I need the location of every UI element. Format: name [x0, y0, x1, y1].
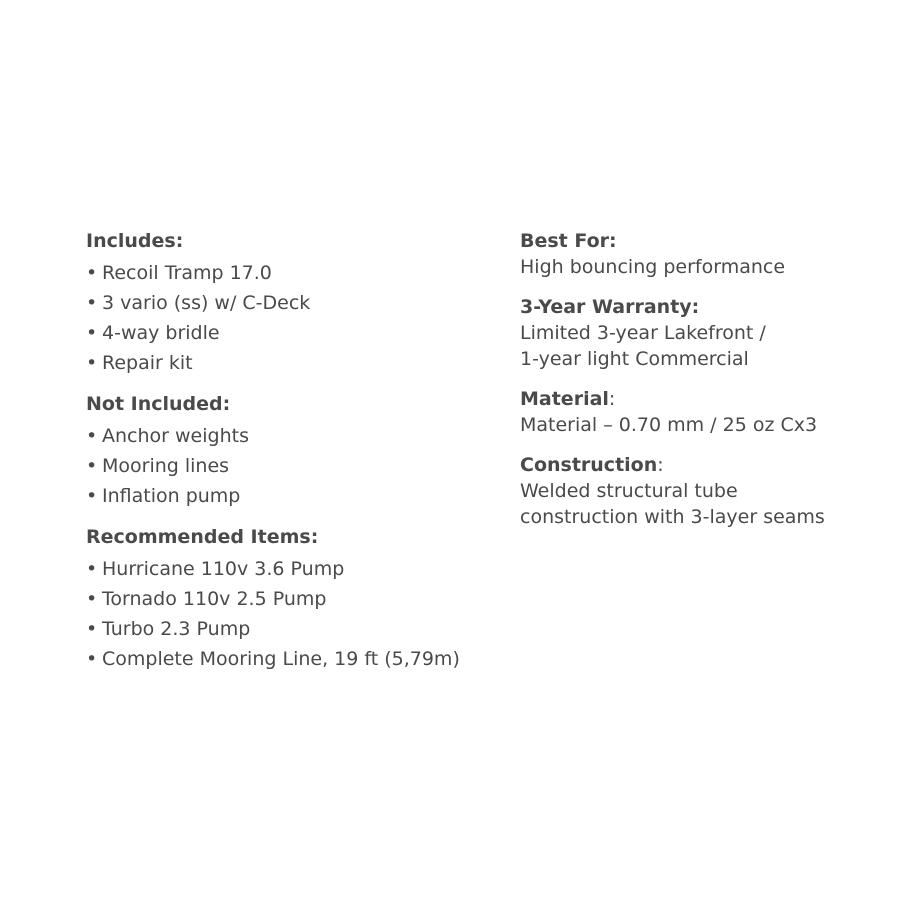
list-item: • Complete Mooring Line, 19 ft (5,79m)	[86, 644, 486, 674]
list-item: • Hurricane 110v 3.6 Pump	[86, 554, 486, 584]
not-included-section	[86, 391, 486, 511]
material-heading	[520, 386, 860, 412]
best-for-heading: Best For:	[520, 230, 617, 252]
list-item: • Inflation pump	[86, 481, 486, 511]
list-item: • Repair kit	[86, 348, 486, 378]
best-for-section	[520, 228, 860, 280]
not-included-list	[86, 421, 486, 511]
material-text: Material – 0.70 mm / 25 oz Cx3	[520, 414, 818, 436]
right-column	[520, 228, 860, 544]
list-item: • Turbo 2.3 Pump	[86, 614, 486, 644]
material-heading-label: Material	[520, 388, 609, 410]
construction-text-line: Welded structural tube	[520, 480, 738, 502]
not-included-heading: Not Included:	[86, 393, 231, 415]
material-section	[520, 386, 860, 438]
list-item: • Recoil Tramp 17.0	[86, 258, 486, 288]
includes-list	[86, 258, 486, 378]
list-item: • Anchor weights	[86, 421, 486, 451]
warranty-text-line: Limited 3-year Lakefront /	[520, 322, 766, 344]
material-heading-colon: :	[608, 388, 616, 410]
construction-heading-label: Construction	[520, 454, 658, 476]
best-for-text: High bouncing performance	[520, 256, 786, 278]
construction-section	[520, 452, 860, 530]
left-column	[86, 228, 486, 687]
warranty-text-line: 1-year light Commercial	[520, 348, 749, 370]
list-item: • 3 vario (ss) w/ C-Deck	[86, 288, 486, 318]
recommended-list	[86, 554, 486, 674]
construction-text-line: construction with 3-layer seams	[520, 506, 825, 528]
warranty-heading: 3-Year Warranty:	[520, 296, 700, 318]
list-item: • Tornado 110v 2.5 Pump	[86, 584, 486, 614]
recommended-heading: Recommended Items:	[86, 526, 319, 548]
includes-heading: Includes:	[86, 230, 184, 252]
includes-section	[86, 228, 486, 378]
recommended-section	[86, 524, 486, 674]
list-item: • Mooring lines	[86, 451, 486, 481]
warranty-section	[520, 294, 860, 372]
list-item: • 4-way bridle	[86, 318, 486, 348]
construction-heading	[520, 452, 860, 478]
construction-heading-colon: :	[657, 454, 664, 476]
